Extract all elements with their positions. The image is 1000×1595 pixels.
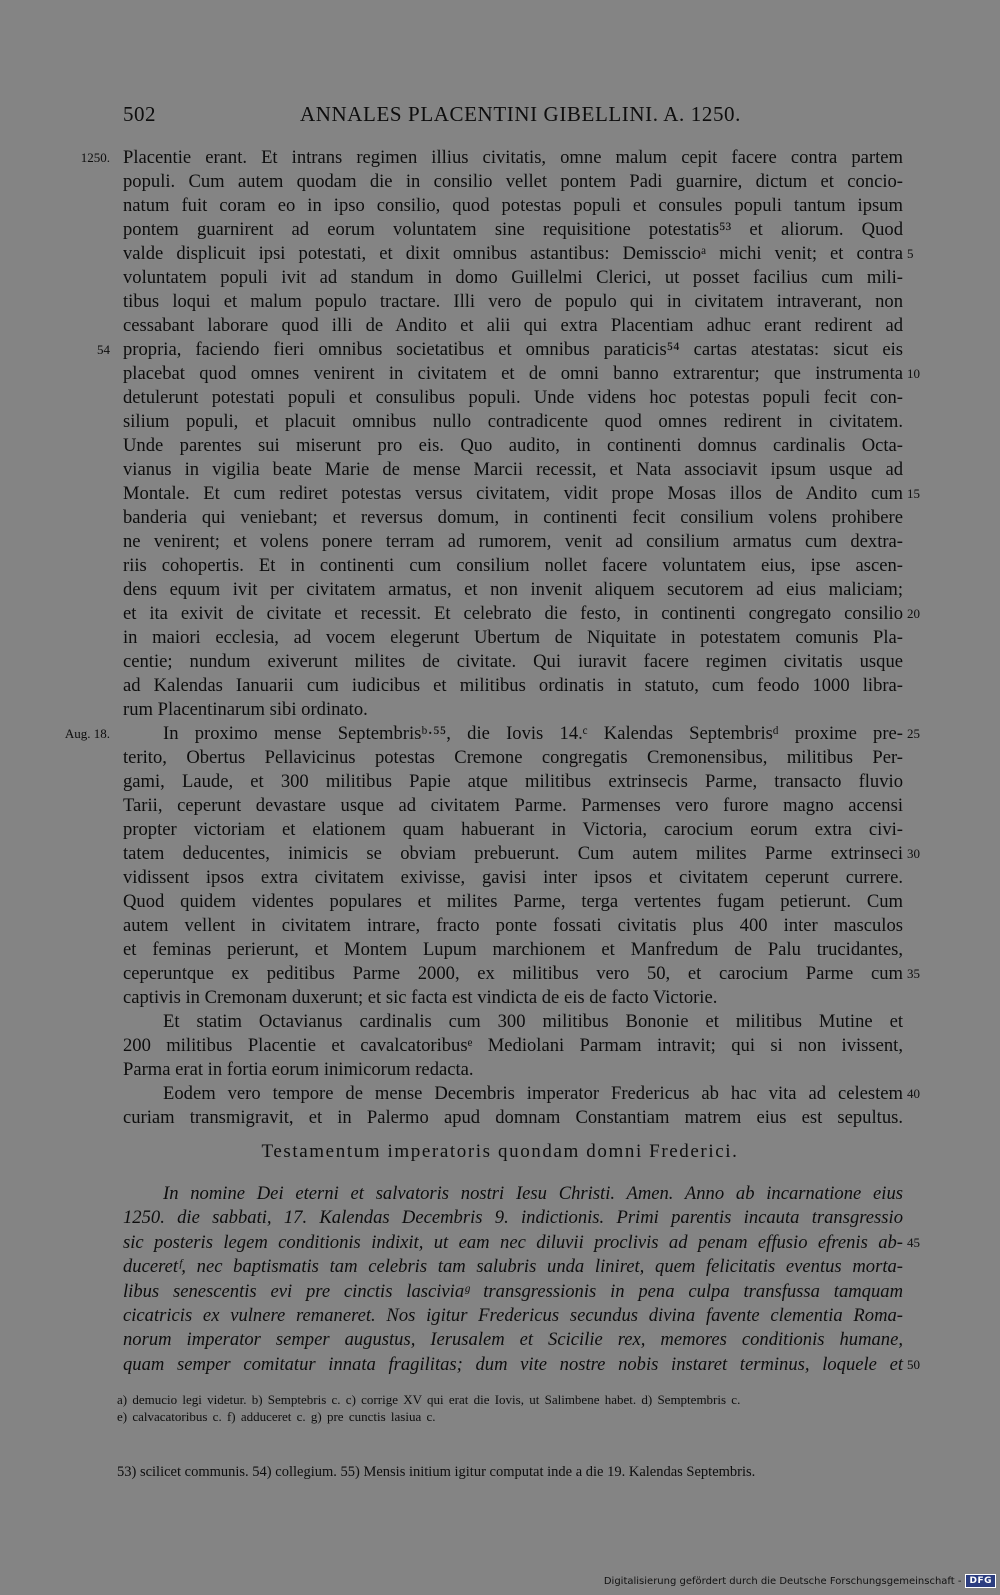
testament-line (0, 1206, 1000, 1230)
text-line (0, 554, 1000, 578)
line-text: sic posteris legem conditionis indixit, ut eam nec diluvii proclivis ad penam effusio efrenis ab- (123, 1231, 903, 1253)
text-line (0, 170, 1000, 194)
line-text: Placentie erant. Et intrans regimen illius civitatis, omne malum cepit facere contra partem (123, 147, 903, 168)
text-line (0, 674, 1000, 698)
left-margin-note: 54 (97, 342, 110, 357)
line-text: libus senescentis evi pre cinctis lasciviaᵍ transgressionis in pena culpa transfussa tamquam (123, 1280, 903, 1302)
line-text: Eodem vero tempore de mense Decembris imperator Fredericus ab hac vita ad celestem (163, 1083, 903, 1104)
line-number: 30 (907, 846, 920, 861)
testament-line (0, 1182, 1000, 1206)
line-text: in maiori ecclesia, ad vocem elegerunt Ubertum de Niquitate in potestatem comunis Pla- (123, 627, 903, 648)
text-line (0, 434, 1000, 458)
text-line (0, 962, 1000, 986)
text-line (0, 890, 1000, 914)
line-text: quam semper comitatur innata fragilitas; dum vite nostre nobis instaret terminus, loquele et (123, 1353, 903, 1375)
line-text: banderia qui veniebant; et reversus domum, in continenti fecit consilium volens prohibere (123, 507, 903, 528)
text-line (0, 146, 1000, 170)
line-number: 5 (907, 246, 914, 261)
line-text: 200 militibus Placentie et cavalcatoribusᵉ Mediolani Parmam intravit; qui si non ivissent, (123, 1035, 903, 1056)
line-number: 15 (907, 486, 920, 501)
line-text: dens equum ivit per civitatem armatus, et non invenit aliquem secutorem ad eius maliciam; (123, 579, 903, 600)
text-line (0, 626, 1000, 650)
line-text: cessabant laborare quod illi de Andito et alii qui extra Placentiam adhuc erant redirent ad (123, 315, 903, 336)
text-line (0, 986, 1000, 1010)
page-header (0, 102, 1000, 132)
text-line (0, 770, 1000, 794)
line-text: rum Placentinarum sibi ordinato. (123, 699, 368, 720)
line-text: captivis in Cremonam duxerunt; et sic facta est vindicta de eis de facto Victorie. (123, 987, 718, 1008)
footer-credit: Digitalisierung gefördert durch die Deutsche Forschungsgemeinschaft - (603, 1575, 962, 1587)
text-line (0, 698, 1000, 722)
text-line (0, 1106, 1000, 1130)
text-line (0, 290, 1000, 314)
line-text: cicatricis ex vulnere remaneret. Nos igitur Fredericus secundus divina favente clementia Roma- (123, 1305, 903, 1326)
line-text: centie; nundum exiverunt milites de civitate. Qui iuravit facere regimen civitatis usque (123, 651, 903, 672)
line-text: ad Kalendas Ianuarii cum iudicibus et militibus ordinatis in statuto, cum feodo 1000 libra- (123, 675, 903, 696)
line-number: 25 (907, 726, 920, 741)
footnote-line: a) demucio legi videtur. b) Semptebris c. c) corrige XV qui erat die Iovis, ut Salimbene habet. d) Semptembris c. (117, 1392, 741, 1407)
line-text: ne venirent; et volens ponere terram ad rumorem, venit ad consilium armatus cum dextra- (123, 531, 903, 552)
line-text: 1250. die sabbati, 17. Kalendas Decembris 9. indictionis. Primi parentis incauta transgressio (123, 1207, 903, 1229)
line-text: ceperuntque ex peditibus Parme 2000, ex militibus vero 50, et carocium Parme cum (123, 963, 903, 984)
line-text: Tarii, ceperunt devastare usque ad civitatem Parme. Parmenses vero furore magno accensi (123, 795, 903, 816)
line-text: propria, faciendo fieri omnibus societatibus et omnibus paraticis⁵⁴ cartas atestatas: sicut eis (123, 339, 903, 360)
line-text: placebat quod omnes venirent in civitatem et de omni banno extrarentur; que instrumenta (123, 363, 903, 384)
line-text: In proximo mense Septembrisᵇ·⁵⁵, die Iovis 14.ᶜ Kalendas Septembrisᵈ proxime pre- (163, 723, 903, 744)
running-title: ANNALES PLACENTINI GIBELLINI. A. 1250. (300, 102, 742, 126)
line-text: vidissent ipsos extra civitatem exivisse, gavisi inter ipsos et civitatem ceperunt currere. (123, 867, 903, 888)
text-line (0, 458, 1000, 482)
section-heading: Testamentum imperatoris quondam domni Frederici. (261, 1141, 739, 1162)
digitization-footer (604, 1574, 996, 1588)
text-line (0, 1058, 1000, 1082)
text-line (0, 218, 1000, 242)
line-number: 50 (907, 1356, 920, 1372)
footnote-line: e) calvacatoribus c. f) adduceret c. g) pre cunctis lasiua c. (117, 1409, 436, 1424)
text-line (0, 722, 1000, 746)
text-line (0, 506, 1000, 530)
line-text: Quod quidem videntes populares et milites Parme, terga vertentes fugam petierunt. Cum (123, 891, 903, 912)
line-text: populi. Cum autem quodam die in consilio vellet pontem Padi guarnire, dictum et concio- (123, 171, 903, 192)
text-line (0, 866, 1000, 890)
line-text: propter victoriam et elationem quam habuerant in Victoria, carocium eorum extra civi- (123, 819, 903, 840)
text-line (0, 914, 1000, 938)
line-text: norum imperator semper augustus, Ierusalem et Scicilie rex, memores conditionis humane, (123, 1329, 903, 1351)
dfg-logo-icon: DFG (965, 1574, 996, 1588)
line-text: pontem guarnirent ad eorum voluntatem sine requisitione potestatis⁵³ et aliorum. Quod (123, 219, 903, 240)
line-text: Parma erat in fortia eorum inimicorum redacta. (123, 1059, 474, 1080)
text-line (0, 482, 1000, 506)
text-line (0, 938, 1000, 962)
line-text: et feminas perierunt, et Montem Lupum marchionem et Manfredum de Palu trucidantes, (123, 939, 903, 960)
testament-line (0, 1231, 1000, 1255)
line-text: terito, Obertus Pellavicinus potestas Cremone congregatis Cremonensibus, militibus Per- (123, 747, 903, 768)
text-line (0, 194, 1000, 218)
text-line (0, 578, 1000, 602)
line-text: tibus loqui et malum populo tractare. Illi vero de populo qui in civitatem intraverant, non (123, 291, 903, 312)
line-text: natum fuit coram eo in ipso consilio, quod potestas populi et consules populi tantum ipsum (123, 195, 903, 216)
text-line (0, 818, 1000, 842)
text-line (0, 1034, 1000, 1058)
line-text: curiam transmigravit, et in Palermo apud domnam Constantiam matrem eius est sepultus. (123, 1107, 903, 1128)
line-text: tatem deducentes, inimicis se obviam prebuerunt. Cum autem milites Parme extrinseci (123, 843, 903, 864)
left-margin-note: 1250. (80, 150, 110, 165)
line-text: et ita exivit de civitate et recessit. Et celebrato die festo, in continenti congregato consilio (123, 603, 903, 624)
left-margin-note: Aug. 18. (64, 726, 110, 741)
text-line (0, 746, 1000, 770)
line-text: valde displicuit ipsi potestati, et dixit omnibus astantibus: Demisscioᵃ michi venit; et contra (123, 243, 903, 264)
text-line (0, 1010, 1000, 1034)
line-number: 10 (907, 366, 920, 381)
line-text: detulerunt potestati populi et consulibus populi. Unde videns hoc potestas populi fecit con- (123, 387, 903, 408)
text-line (0, 650, 1000, 674)
text-line (0, 386, 1000, 410)
text-line (0, 362, 1000, 386)
testament-line (0, 1353, 1000, 1377)
line-text: autem vellent in civitatem intrare, fracto ponte fossati civitatis plus 400 inter masculos (123, 915, 903, 936)
text-line (0, 794, 1000, 818)
line-number: 20 (907, 606, 920, 621)
testament-line (0, 1280, 1000, 1304)
line-text: silium populi, et placuit omnibus nullo contradicente quod omnes redirent in civitatem. (123, 411, 903, 432)
line-text: Montale. Et cum rediret potestas versus civitatem, vidit prope Mosas illos de Andito cum (123, 483, 903, 504)
line-number: 35 (907, 966, 920, 981)
footnotes-numbers: 53) scilicet communis. 54) collegium. 55) Mensis initium igitur computat inde a die 19. Kalendas Septembris. (117, 1464, 756, 1480)
text-line (0, 266, 1000, 290)
text-line (0, 410, 1000, 434)
line-text: voluntatem populi ivit ad standum in domo Guillelmi Clerici, ut posset facilius cum mili- (123, 267, 903, 288)
line-text: duceretᶠ, nec baptismatis tam celebris tam salubris unda liniret, quem felicitatis eventus morta- (123, 1256, 903, 1278)
line-text: gami, Laude, et 300 militibus Papie atque militibus extrinsecis Parme, transacto fluvio (123, 771, 903, 792)
testament-line (0, 1304, 1000, 1328)
text-line (0, 338, 1000, 362)
line-text: riis cohopertis. Et in continenti cum consilium nollet facere voluntatem eius, ipse ascen- (123, 555, 903, 576)
text-line (0, 602, 1000, 626)
text-line (0, 530, 1000, 554)
line-text: Unde parentes sui miserunt pro eis. Quo audito, in continenti domnus cardinalis Octa- (123, 435, 903, 456)
line-text: vianus in vigilia beate Marie de mense Marcii recessit, et Nata associavit ipsum usque ad (123, 459, 903, 480)
text-line (0, 842, 1000, 866)
testament-line (0, 1328, 1000, 1352)
line-number: 40 (907, 1086, 920, 1101)
text-line (0, 314, 1000, 338)
page-number: 502 (123, 102, 156, 126)
text-line (0, 242, 1000, 266)
testament-line (0, 1255, 1000, 1279)
footnotes-letters (117, 1391, 897, 1425)
line-text: Et statim Octavianus cardinalis cum 300 militibus Bononie et militibus Mutine et (163, 1011, 903, 1032)
text-line (0, 1082, 1000, 1106)
line-text: In nomine Dei eterni et salvatoris nostri Iesu Christi. Amen. Anno ab incarnatione eius (163, 1183, 903, 1204)
line-number: 45 (907, 1234, 920, 1250)
